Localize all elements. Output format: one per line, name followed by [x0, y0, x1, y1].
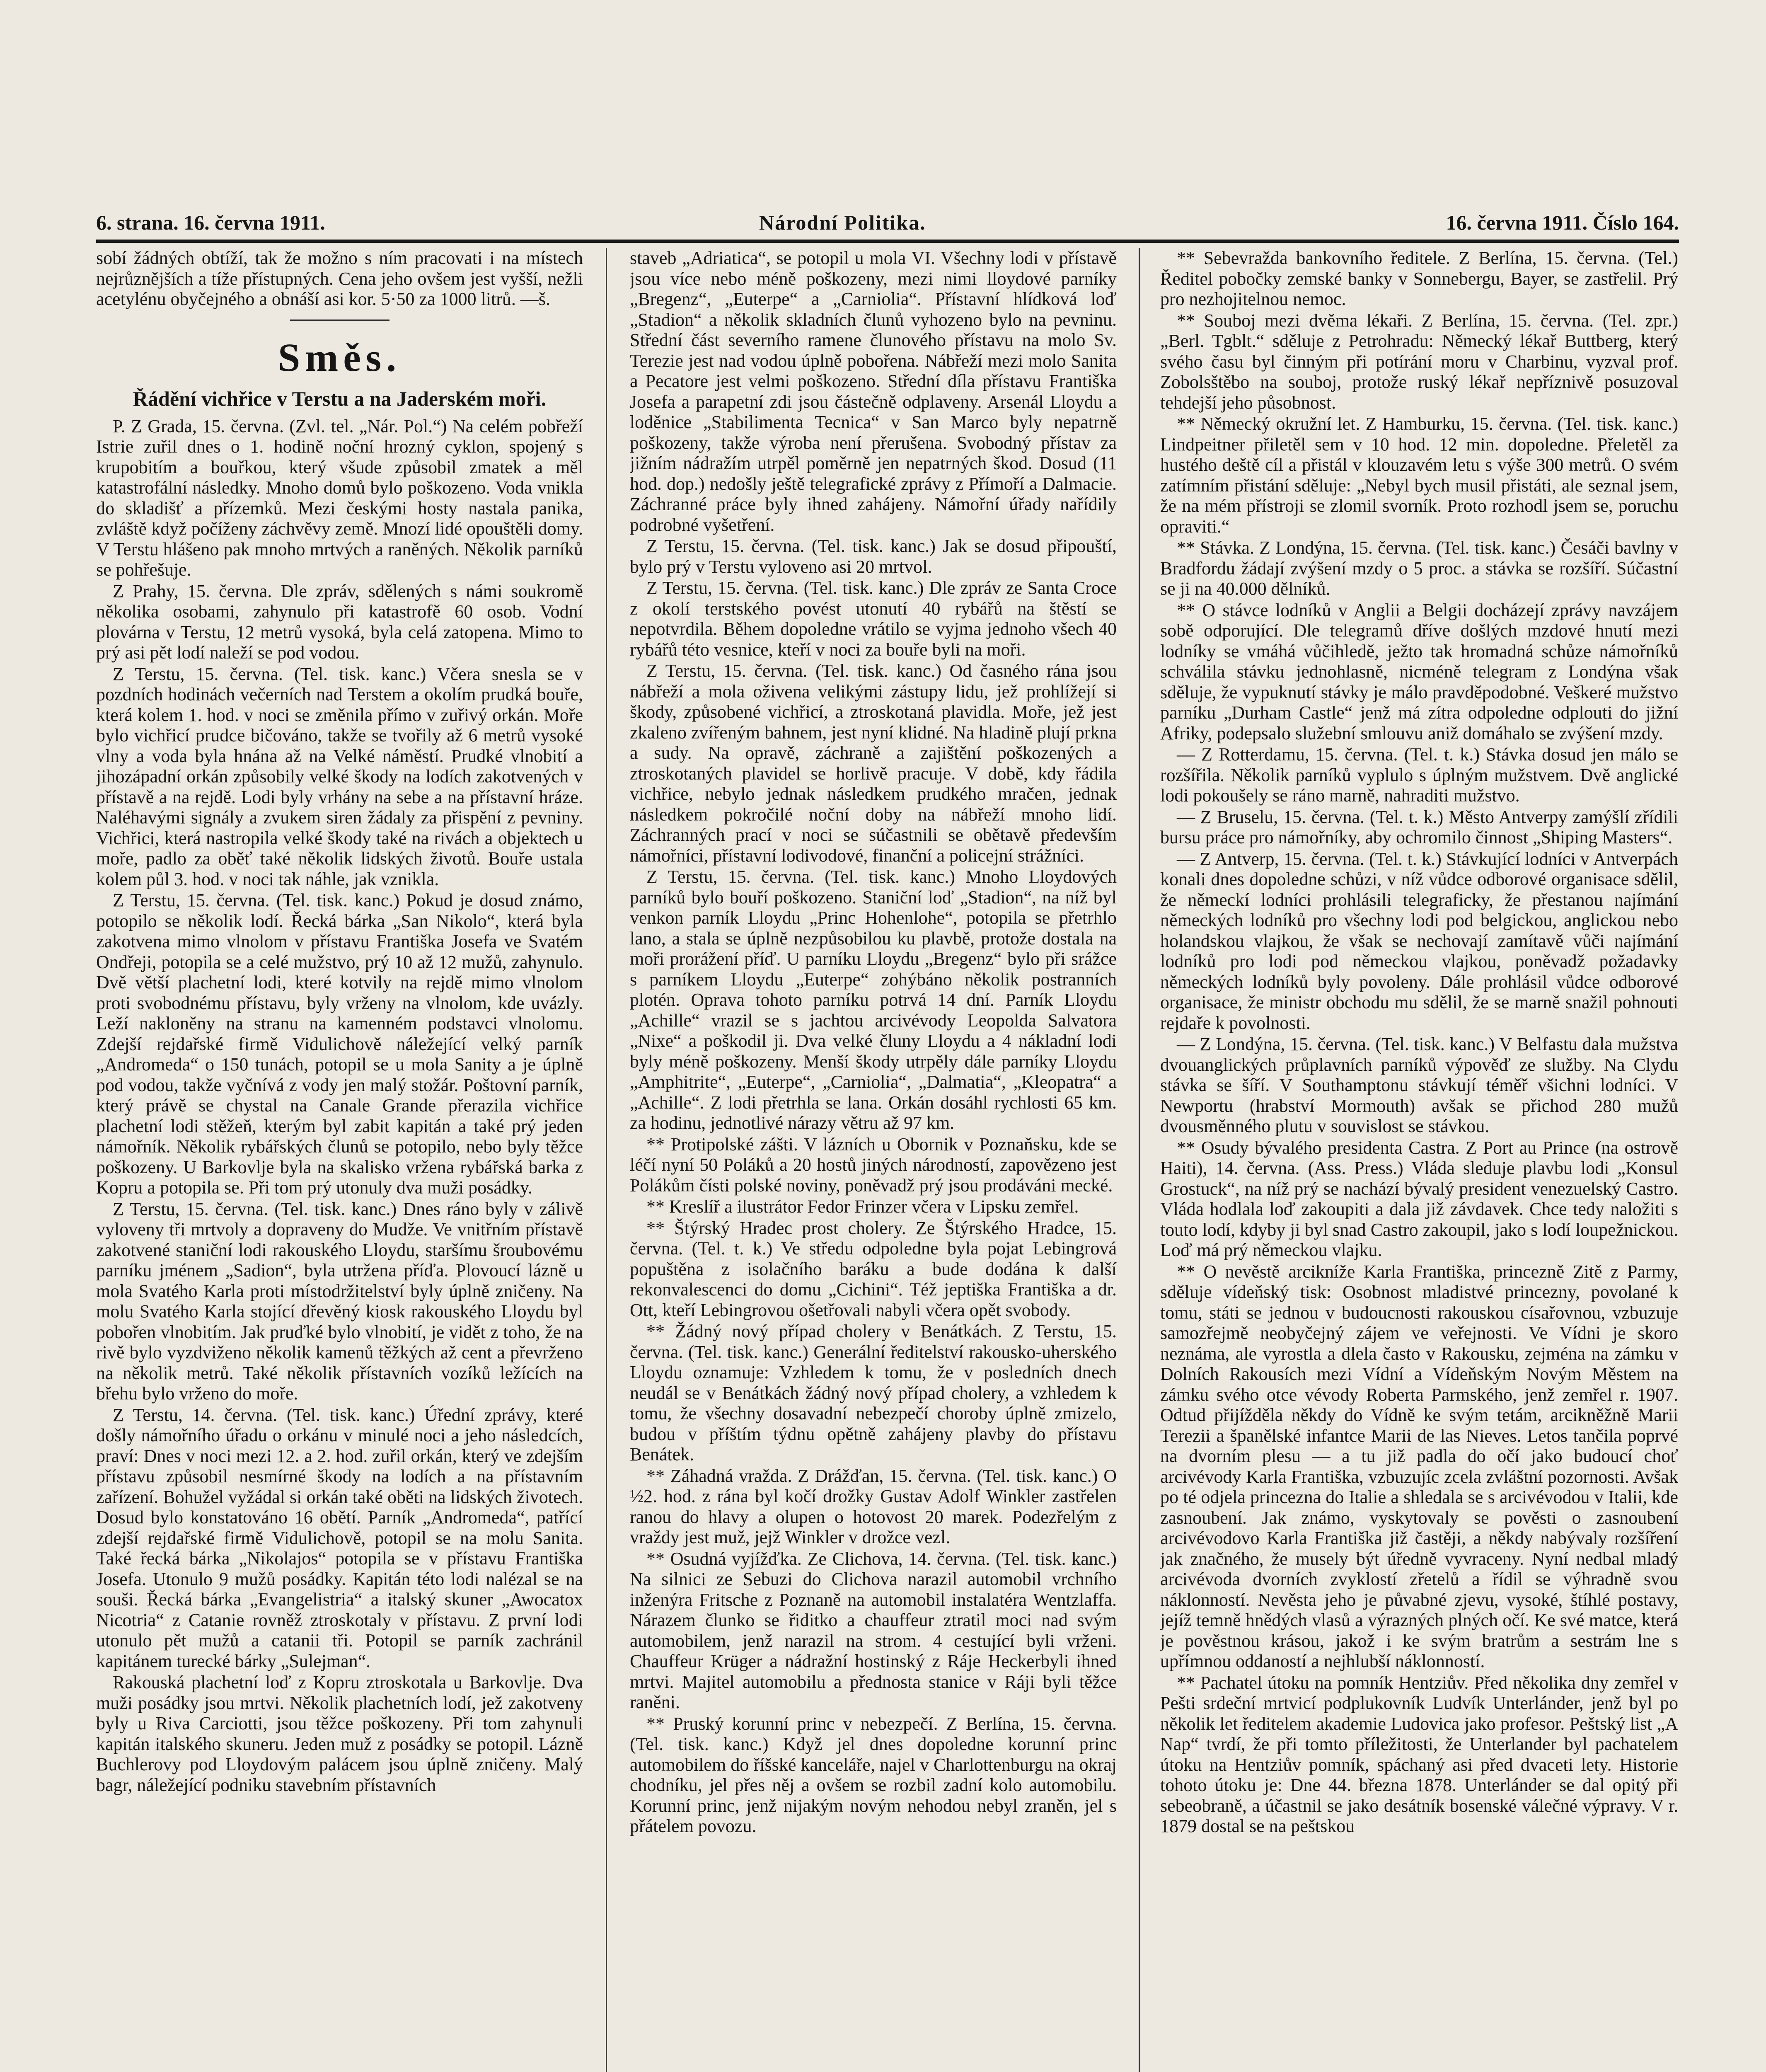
article-headline: Řádění vichřice v Terstu a na Jaderském moři. — [133, 387, 547, 410]
article-paragraph: Z Terstu, 15. června. (Tel. tisk. kanc.) Od časného rána jsou nábřeží a mola oživena velikými zástupy lidu, jež prohlížejí si škody, způsobené vichřicí, a ztroskotaná plavidla. Moře, jež jest zkaleno zvířeným bahnem, jest nyní klidné. Na hladině plují prkna a sudy. Na opravě, záchraně a zajištění poškozených a ztroskotaných plavidel se horlivě pracuje. V době, kdy řádila vichřice, nebylo jednak následkem prudkého mračen, jednak následkem pokročilé noční doby na nábřeží mnoho lidí. Záchranných prací v noci se súčastnili se obětavě především námořníci, přístavní lodivodové, finanční a policejní strážníci. — [630, 661, 1117, 866]
news-item: ** Žádný nový případ cholery v Benátkách. Z Terstu, 15. června. (Tel. tisk. kanc.) Generální ředitelství rakousko-uherského Lloydu oznamuje: Vzhledem k tomu, že v posledních dnech neudál se v Benátkách žádný nový případ cholery, a vzhledem k tomu, že všechny dosavadní nebezpečí choroby úplně zmizelo, budou v příštím týdnu opětně zahájeny plavby do přístavu Benátek. — [630, 1321, 1117, 1464]
article-paragraph: Z Terstu, 15. června. (Tel. tisk. kanc.) Jak se dosud připouští, bylo prý v Terstu vyloveno asi 20 mrtvol. — [630, 536, 1117, 577]
header-date-issue: 16. června 1911. Číslo 164. — [1446, 211, 1679, 234]
news-item: ** Pachatel útoku na pomník Hentziův. Před několika dny zemřel v Pešti srdeční mrtvicí podplukovník Ludvík Unterlánder, jenž byl po několik let ředitelem akademie Ludovica jako profesor. Peštský list „A Nap“ tvrdí, že při tomto příležitosti, že Unterlander byl pachatelem útoku na Hentziův pomník, spáchaný asi před dvaceti lety. Historie tohoto útoku je: Dne 44. března 1878. Unterlánder se dal opitý při sebeobraně, a účastnil se jako desátník bosenské válečné výpravy. V r. 1879 dostal se na peštskou — [1160, 1672, 1678, 1836]
header-date-left: 6. strana. 16. června 1911. — [96, 211, 325, 234]
news-item: — Z Antverp, 15. června. (Tel. t. k.) Stávkující lodníci v Antverpách konali dnes dopoledne schůzi, v níž vůdce odborové organisace sdělil, že německí lodníci prohlásili telegraficky, že přestanou najímání německých lodníků pro všechny lodi pod belgickou, anglickou nebo holandskou vlajkou, že však se nechovají zamítavě vůči najímání lodníků pro lodi pod německou vlajkou, poněvadž požadavky německých lodníků byly povoleny. Dále prohlásil vůdce odborové organisace, že ministr obchodu mu sdělil, že se marně snažil pohnouti rejdaře k povolnosti. — [1160, 848, 1678, 1033]
news-item: — Z Rotterdamu, 15. června. (Tel. t. k.) Stávka dosud jen málo se rozšířila. Několik parníků vyplulo s úplným mužstvem. Dvě anglické lodi pokoušely se ráno marně, nahraditi mužstvo. — [1160, 744, 1678, 806]
news-item: ** Záhadná vražda. Z Drážďan, 15. června. (Tel. tisk. kanc.) O ½2. hod. z rána byl kočí drožky Gustav Adolf Winkler zastřelen ranou do hlavy a olupen o hotovost 20 marek. Podezřelým z vraždy jest muž, jejž Winkler v drožce vezl. — [630, 1465, 1117, 1547]
news-item: — Z Bruselu, 15. června. (Tel. t. k.) Město Antverpy zamýšlí zřídili bursu práce pro námořníky, aby ochromilo činnost „Shiping Masters“. — [1160, 806, 1678, 847]
column-3 — [1160, 248, 1678, 2072]
news-item: ** Osudná vyjížďka. Ze Clichova, 14. června. (Tel. tisk. kanc.) Na silnici ze Sebuzi do Clichova narazil automobil vrchního inženýra Fritsche z Poznaně na automobil instalatéra Wentzlaffa. Nárazem člunko se řiditko a chauffeur ztratil moci nad svým automobilem, jenž narazil na strom. 4 cestující byli vrženi. Chauffeur Krüger a nádražní hostinský z Ráje Heckerbyli ihned mrtvi. Majitel automobilu a přednosta stanice v Ráji byli těžce raněni. — [630, 1548, 1117, 1712]
article-paragraph: staveb „Adriatica“, se potopil u mola VI. Všechny lodi v přístavě jsou více nebo méně poškozeny, mezi nimi lloydové parníky „Bregenz“, „Euterpe“ a „Carniolia“. Přístavní hlídková loď „Stadion“ a několik skladních člunů vyhozeno bylo na pevninu. Střední část severního ramene člunového přístavu na molo Sv. Terezie jest nad vodou úplně pobořena. Nábřeží mezi molo Sanita a Pecatore jest velmi poškozeno. Střední díla přístavu Františka Josefa a parapetní zdi jsou částečně odplaveny. Arsenál Lloydu a loděnice „Stabilimenta Tecnica“ v San Marco byly nepatrně poškozeny, takže výroba není přerušena. Svobodný přístav za jižním nádražím utrpěl poměrně jen nepatrných škod. Dosud (11 hod. dop.) nedošly ještě telegrafické zprávy z Přímoří a Dalmacie. Záchranné práce byly ihned zahájeny. Námořní úřady nařídily podrobné vyšetření. — [630, 248, 1117, 535]
news-item: ** Kreslíř a ilustrátor Fedor Frinzer včera v Lipsku zemřel. — [646, 1196, 1079, 1217]
article-paragraph: Z Prahy, 15. června. Dle zpráv, sdělených s námi soukromě několika osobami, zahynulo při katastrofě 60 osob. Vodní plovárna v Terstu, 12 metrů vysoká, byla celá zatopena. Mimo to prý asi pět lodí naleží se pod vodou. — [96, 581, 583, 663]
news-item: ** Sebevražda bankovního ředitele. Z Berlína, 15. června. (Tel.) Ředitel pobočky zemské banky v Sonnebergu, Bayer, se zastřelil. Prý pro nezhojitelnou nemoc. — [1160, 248, 1678, 309]
news-item: ** Souboj mezi dvěma lékaři. Z Berlína, 15. června. (Tel. zpr.) „Berl. Tgblt.“ sděluje z Petrohradu: Německý lékař Buttberg, který svého času byl činným při potírání moru v Charbinu, vyzval prof. Zobolsštěbo na souboj, protože ruský lékař nepříznivě posuzoval tehdejší jeho působnost. — [1160, 310, 1678, 413]
section-divider — [290, 320, 389, 321]
article-paragraph: Z Terstu, 15. června. (Tel. tisk. kanc.) Mnoho Lloydových parníků bylo bouří poškozeno. Staniční loď „Stadion“, na níž byl venkon parník Lloydu „Princ Hohenlohe“, potopila se přetrhlo lano, a stala se úplně nezpůsobilou ku plavbě, protože dostala na moři prorážení příď. U parníku Lloydu „Bregenz“ bylo při srážce s parníkem Lloydu „Euterpe“ zohýbáno několik postranních plotén. Oprava tohoto parníku potrvá 14 dní. Parník Lloydu „Achille“ vrazil se s jachtou arcivévody Leopolda Salvatora „Nixe“ a poškodil ji. Dva velké čluny Lloydu a 4 nákladní lodi byly méně poškozeny. Menší škody utrpěly dále parníky Lloydu „Amphitrite“, „Euterpe“, „Carniolia“, „Dalmatia“, „Kleopatra“ a „Achille“. Z lodi přetrhla se lana. Orkán dosáhl rychlosti 65 km. za hodinu, jednotlivé nárazy větru až 97 km. — [630, 867, 1117, 1133]
newspaper-masthead: Národní Politika. — [759, 211, 926, 234]
article-continuation: sobí žádných obtíží, tak že možno s ním pracovati i na místech nejrůznějších a tíže přístupných. Cena jeho ovšem jest vyšší, nežli acetylénu obyčejného a obnáší asi kor. 5·50 za 1000 litrů. —š. — [96, 248, 583, 309]
article-paragraph: Rakouská plachetní loď z Kopru ztroskotala u Barkovlje. Dva muži posádky jsou mrtvi. Několik plachetních lodí, jež zakotveny byly u Riva Carciotti, jsou těžce poškozeny. Při tom zahynuli kapitán italského skuneru. Jeden muž z posádky se potopil. Lázně Buchlerovy pod Lloydovým palácem jsou úplně zničeny. Malý bagr, náležející podniku stavebním přístavních — [96, 1672, 583, 1795]
news-item: ** O nevěstě arcikníže Karla Františka, princezně Zitě z Parmy, sděluje vídeňský tisk: Osobnost mladistvé princezny, povolané k tomu, státi se jednou v budoucnosti rakouskou císařovnou, vzbuzuje samozřejmě neobyčejný zájem ve veřejnosti. Ve Vídni je skoro neznáma, ale vyrostla a dlela často v Rakousku, zejména na zámku v Dolních Rakousích mezi Vídní a Vídeňským Novým Městem na zámku svého otce vévody Roberta Parmského, jenž zemřel r. 1907. Odtud přijížděla někdy do Vídně ke svým tetám, arcikněžně Marii Terezii a španělské infantce Marii de las Nieves. Letos tančila poprvé na dvorním plesu — a tu již padla do očí jako budoucí choť arcivévody Karla Františka, vzbuzujíc zcela zvláštní pozornosti. Avšak po té odjela princezna do Italie a shledala se s arcivévodou v Italii, kde zasnoubení. Jak známo, vyskytovaly se pověsti o zasnoubení arcivévodovo Karla Františka již častěji, a někdy nabývaly rozšíření jak značného, že musely být úředně vyvraceny. Nyní nedbal mladý arcivévoda dvorních zvyklostí zřetelů a řídil se výhradně svou náklonností. Nevěsta jeho je půvabné zjevu, vysoké, štíhlé postavy, jejíž temně hnědých vlasů a výrazných plných očí. Ke své matce, která je pověstnou krásou, jakož i ke svým bratrům a sestrám lne s upřímnou oddaností a nejhlubší náklonností. — [1160, 1261, 1678, 1671]
news-item: — Z Londýna, 15. června. (Tel. tisk. kanc.) V Belfastu dala mužstva dvouanglických průplavních parníků výpověď ze služby. Na Clydu stávka se šíří. V Southamptonu stávkují téměř všichni lodníci. V Newportu (hrabství Mormouth) avšak se přichod 280 mužů dvousměnného plutu v souvislost se stávkou. — [1160, 1034, 1678, 1136]
column-divider — [606, 248, 607, 2072]
article-paragraph: Z Terstu, 15. června. (Tel. tisk. kanc.) Dle zpráv ze Santa Croce z okolí terstského povést utonutí 40 rybářů na štěstí se nepotvrdila. Během dopoledne vrátilo se vyjma jednoho všech 40 rybářů této vesnice, kteří v noci za bouře byli na moři. — [630, 578, 1117, 660]
news-item: ** Německý okružní let. Z Hamburku, 15. června. (Tel. tisk. kanc.) Lindpeitner přiletěl sem v 10 hod. 12 min. dopoledne. Přeletěl za hustého deště cíl a přistál v klouzavém letu s výše 300 metrů. O svém zatímním přistání sděluje: „Nebyl bych musil přistáti, ale seznal jsem, že na mém přístroji se zlomil svorník. Proto rozhodl jsem se, poruchu opraviti.“ — [1160, 414, 1678, 537]
article-paragraph: Z Terstu, 15. června. (Tel. tisk. kanc.) Včera snesla se v pozdních hodinách večerních nad Terstem a okolím prudká bouře, která kolem 1. hod. v noci se změnila přímo v zuřivý orkán. Moře bylo vichřicí prudce bičováno, takže se tvořily až 6 metrů vysoké vlny a voda byla hnána až na Velké náměstí. Prudké vlnobití a jihozápadní orkán způsobily velké škody na lodích zakotvených v přístavě a na rejdě. Lodi byly vrhány na sebe a na přístavní hráze. Naléhavými signály a zvukem siren žádaly za přispění z pevniny. Vichřici, která nastropila velké škody také na rivách a objektech u moře, padlo za oběť také několik lidských životů. Bouře ustala kolem půl 3. hod. v noci tak náhle, jak vznikla. — [96, 663, 583, 889]
news-item: ** Stávka. Z Londýna, 15. června. (Tel. tisk. kanc.) Česáči bavlny v Bradfordu žádají zvýšení mzdy o 5 proc. a stávka se rozšíří. Súčastní se ji na 40.000 dělníků. — [1160, 537, 1678, 599]
column-divider — [1139, 248, 1140, 2072]
article-paragraph: Z Terstu, 15. června. (Tel. tisk. kanc.) Pokud je dosud známo, potopilo se několik lodí. Řecká bárka „San Nikolo“, která byla zakotvena mimo vlnolom v přístavu Františka Josefa ve Svatém Ondřeji, potopila se a celé mužstvo, prý 10 až 12 mužů, zahynulo. Dvě větší plachetní lodi, které kotvily na rejdě mimo vlnolom proti svobodnému přístavu, byly vrženy na vlnolom, kde uvázly. Leží nakloněny na stranu na kamenném podstavci vlnolomu. Zdejší rejdařské firmě Vidulichově náležející velký parník „Andromeda“ o 150 tunách, potopil se u mola Sanity a je úplně pod vodou, takže vyčnívá z vody jen malý stožár. Poštovní parník, který právě se chystal na Canale Grande přerazila vichřice plachetní lodi stěžeň, kterým byl zabit kapitán a také prý jeden námořník. Několik rybářských člunů se potopilo, nebo byly těžce poškozeny. U Barkovlje byla na skalisko vržena rybářská barka z Kopru a potopila se. Při tom prý utonuly dva muži posádky. — [96, 890, 583, 1198]
article-paragraph: Z Terstu, 14. června. (Tel. tisk. kanc.) Úřední zprávy, které došly námořního úřadu o orkánu v minulé noci a jeho následcích, praví: Dnes v noci mezi 12. a 2. hod. zuřil orkán, který ve zdejším přístavu způsobil nesmírné škody na lodích a na přístavním zařízení. Bohužel vyžádal si orkán také oběti na lidských životech. Dosud bylo konstatováno 16 obětí. Parník „Andromeda“, patřící zdejší rejdařské firmě Vidulichově, potopil se na molu Sanita. Také řecká bárka „Nikolajos“ potopila se v přístavu Františka Josefa. Utonulo 9 mužů posádky. Kapitán této lodi nalézal se na souši. Řecká bárka „Evangelistria“ a italský skuner „Awocatox Nicotria“ z Catanie rovněž ztroskotaly v přístavu. Z první lodi utonulo pět mužů a catanii tři. Potopil se parník zachránil kapitánem turecké bárky „Sulejman“. — [96, 1404, 583, 1671]
page-header — [96, 211, 1679, 240]
news-item: ** Pruský korunní princ v nebezpečí. Z Berlína, 15. června. (Tel. tisk. kanc.) Když jel dnes dopoledne korunní princ automobilem do říšské kanceláře, najel v Charlottenburgu na okraj chodníku, jel přes něj a ovšem se rozbil zadní kolo automobilu. Korunní princ, jenž nijakým novým nehodou nebyl zraněn, jel s přátelem povozu. — [630, 1713, 1117, 1836]
news-item: ** Štýrský Hradec prost cholery. Ze Štýrského Hradce, 15. června. (Tel. t. k.) Ve středu odpoledne byla pojat Lebingrová popuštěna z isolačního baráku a bude dodána k další rekonvalescenci do domu „Cichini“. Též jeptiška Františka a dr. Ott, kteří Lebingrovou ošetřovali nabyli včera opět svobody. — [630, 1218, 1117, 1320]
article-paragraph: P. Z Grada, 15. června. (Zvl. tel. „Nár. Pol.“) Na celém pobřeží Istrie zuřil dnes o 1. hodině noční hrozný cyklon, spojený s krupobitím a bouřkou, který všude způsobil zmatek a měl katastrofální následky. Mnoho domů bylo poškozeno. Voda vnikla do skladišť a přízemků. Mezi českými hosty nastala panika, zvláště když počíženy záchvěvy země. Mnozí lidé opouštěli domy. V Terstu hlášeno pak mnoho mrtvých a raněných. Několik parníků se pohřešuje. — [96, 416, 583, 580]
header-rule — [96, 240, 1679, 243]
news-item: ** O stávce lodníků v Anglii a Belgii docházejí zprávy navzájem sobě odporující. Dle telegramů dříve došlých mzdové hnutí mezi lodníky se vmáhá vůčihledě, ježto tak hromadná schůze námořníků schválila stávku jednohlasně, nicméně telegram z Londýna však sděluje, že vypuknutí stávky je málo pravděpodobné. Veškeré mužstvo parníku „Durham Castle“ jenž má zítra odpoledne odplouti do jižní Afriky, podepsalo služební smlouvu aniž domáhalo se zvýšení mzdy. — [1160, 600, 1678, 743]
article-paragraph: Z Terstu, 15. června. (Tel. tisk. kanc.) Dnes ráno byly v zálivě vyloveny tři mrtvoly a dopraveny do Mudže. Ve vnitřním přístavě zakotvené staniční lodi rakouského Lloydu, staršímu šroubovému parníku jménem „Sadion“, byla utržena příďa. Plovoucí lázně u mola Svatého Karla proti místodržitelství byly úplně zničeny. Na molu Svatého Karla stojící dřevěný kiosk rakouského Lloydu byl pobořen vlnobitím. Jak pruďké bylo vlnobití, je vidět z toho, že na rivě bylo vyzdviženo několik kamenů těžkých až cent a převrženo na několik metrů. Také několik přístavních vozíků ležících na břehu bylo vrženo do moře. — [96, 1198, 583, 1404]
news-item: ** Osudy bývalého presidenta Castra. Z Port au Prince (na ostrově Haiti), 14. června. (Ass. Press.) Vláda sleduje plavbu lodi „Konsul Grostuck“, na níž prý se nachází bývalý president venezuelský Castro. Vláda hodlala loď zakoupiti a dala již závdavek. Chce tedy naložiti s touto lodí, kdyby ji byl snad Castro zakoupil, jako s lodí loupežnickou. Loď má prý německou vlajku. — [1160, 1137, 1678, 1260]
news-item: ** Protipolské zášti. V lázních u Obornik v Poznaňsku, kde se léčí nyní 50 Poláků a 20 hostů jiných národností, zapovězeno jest Polákům čísti polské noviny, poněvadž prý jsou prodáváni mecké. — [630, 1134, 1117, 1196]
section-title: Směs. — [278, 335, 402, 380]
column-1 — [96, 248, 583, 2072]
column-2 — [630, 248, 1117, 2072]
